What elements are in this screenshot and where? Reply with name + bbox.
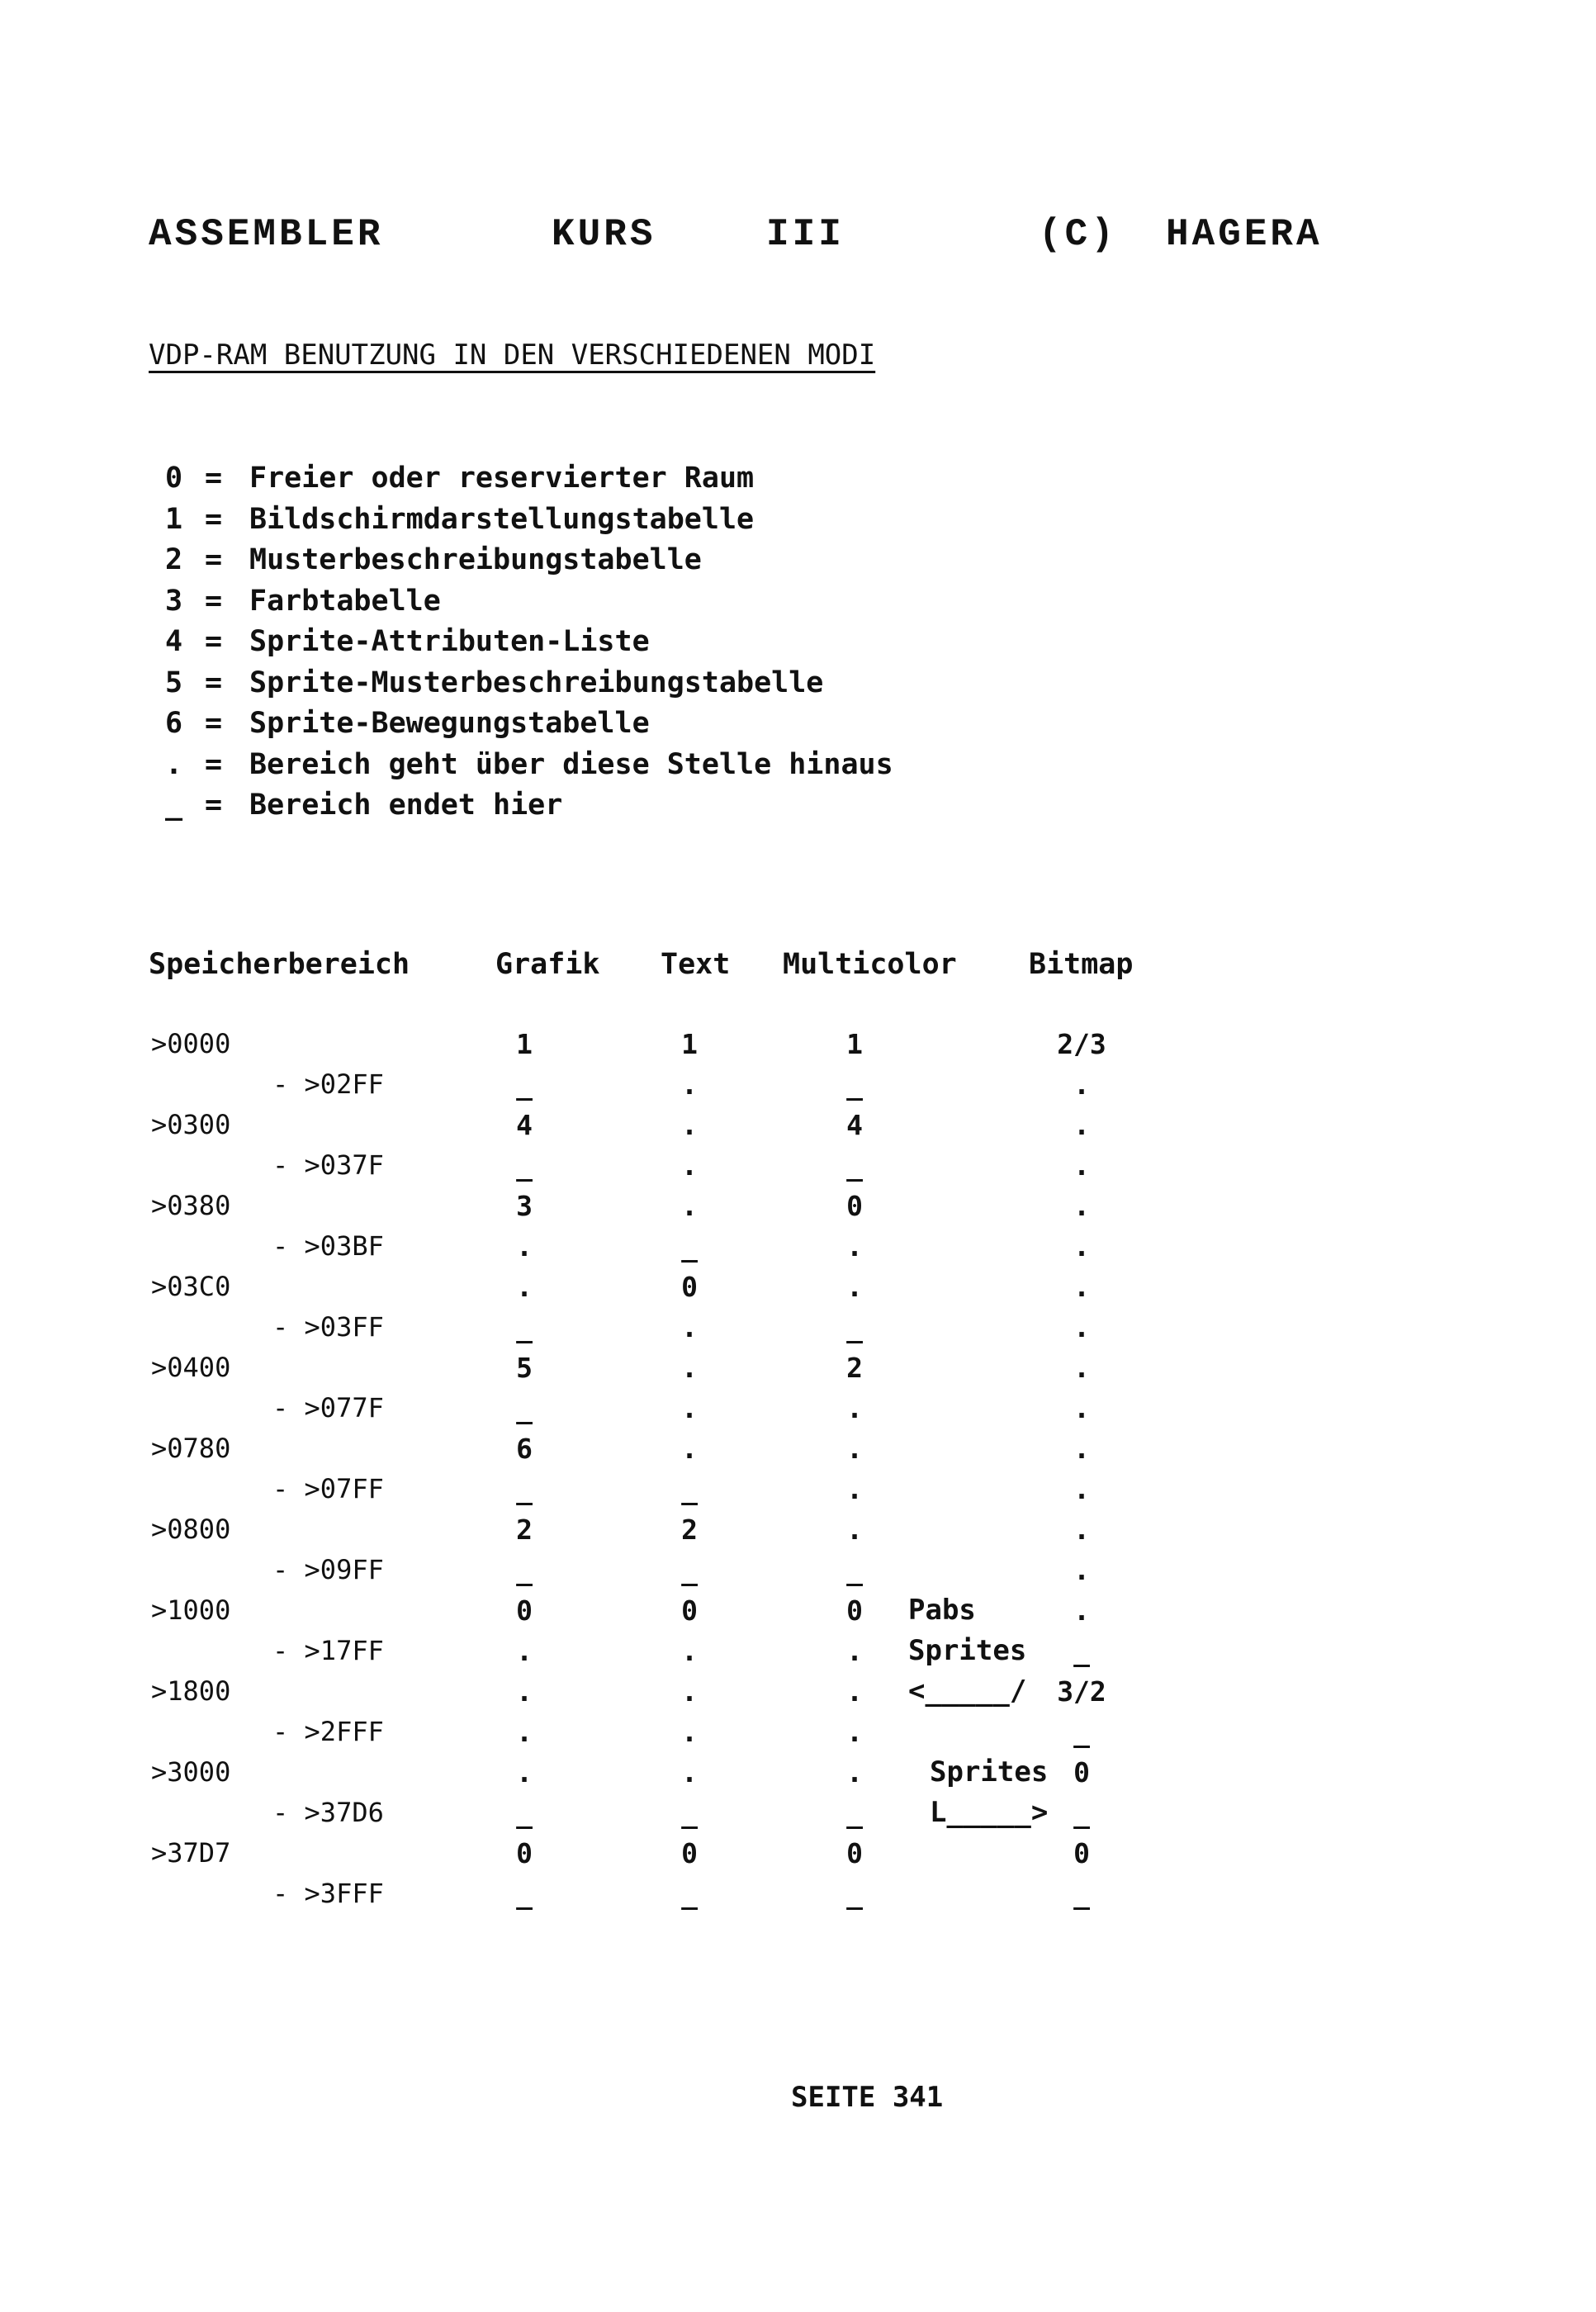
legend-item [165,745,893,786]
cell-text: . [681,1675,698,1708]
row-address: - >09FF [272,1554,384,1585]
legend-text: Bereich geht über diese Stelle hinaus [249,747,893,781]
page-subtitle: VDP-RAM BENUTZUNG IN DEN VERSCHIEDENEN MODI [149,339,876,372]
legend-equals: = [205,462,223,495]
row-address: - >07FF [272,1473,384,1504]
cell-text: _ [681,1554,698,1586]
legend-key: 5 [165,666,183,699]
cell-text: _ [681,1230,698,1263]
cell-grafik: _ [516,1311,533,1343]
cell-bitmap: . [1073,1230,1090,1263]
cell-text: . [681,1756,698,1788]
row-address: >1800 [151,1675,231,1707]
cell-grafik: . [516,1271,533,1303]
cell-bitmap: . [1073,1311,1090,1343]
cell-multicolor: _ [846,1068,863,1101]
legend-key: 0 [165,462,183,495]
cell-bitmap: . [1073,1068,1090,1101]
legend-text: Sprite-Musterbeschreibungstabelle [249,666,824,699]
row-address: >0380 [151,1190,231,1221]
cell-multicolor: _ [846,1878,863,1910]
cell-grafik: _ [516,1149,533,1182]
note-arrow-1: <_____/ [908,1675,1027,1708]
cell-text: 0 [681,1594,698,1627]
cell-text: _ [681,1797,698,1829]
cell-multicolor: _ [846,1797,863,1829]
cell-grafik: _ [516,1554,533,1586]
cell-bitmap: _ [1073,1797,1090,1829]
column-header-grafik: Grafik [495,948,600,981]
legend-equals: = [205,707,223,740]
legend-key: 2 [165,543,183,576]
cell-grafik: 2 [516,1514,533,1546]
cell-text: 1 [681,1028,698,1060]
row-address: >0400 [151,1352,231,1383]
row-address: - >077F [272,1392,384,1424]
legend-text: Farbtabelle [249,584,441,618]
row-address: >03C0 [151,1271,231,1302]
cell-bitmap: . [1073,1433,1090,1465]
row-address: - >03BF [272,1230,384,1262]
cell-bitmap: . [1073,1514,1090,1546]
cell-grafik: _ [516,1797,533,1829]
cell-multicolor: . [846,1473,863,1505]
legend-key: 6 [165,707,183,740]
row-address: >3000 [151,1756,231,1788]
cell-multicolor: _ [846,1554,863,1586]
cell-text: . [681,1109,698,1141]
cell-grafik: _ [516,1878,533,1910]
cell-multicolor: . [846,1514,863,1546]
cell-multicolor: 0 [846,1190,863,1222]
legend-item [165,622,893,663]
cell-grafik: 3 [516,1190,533,1222]
row-address: >37D7 [151,1837,231,1869]
cell-bitmap: 2/3 [1057,1028,1106,1060]
cell-multicolor: . [846,1230,863,1263]
cell-grafik: _ [516,1392,533,1424]
legend-equals: = [205,543,223,576]
row-address: - >17FF [272,1635,384,1666]
header-title-kurs: KURS [552,213,656,256]
cell-text: 2 [681,1514,698,1546]
legend-item [165,500,893,541]
legend-equals: = [205,747,223,781]
cell-grafik: 4 [516,1109,533,1141]
column-header-text: Text [661,948,731,981]
cell-text: _ [681,1473,698,1505]
cell-text: . [681,1149,698,1182]
cell-bitmap: . [1073,1473,1090,1505]
cell-text: 0 [681,1837,698,1869]
legend-item [165,540,893,581]
cell-grafik: 0 [516,1837,533,1869]
cell-bitmap: _ [1073,1635,1090,1667]
row-address: - >37D6 [272,1797,384,1828]
cell-text: . [681,1433,698,1465]
cell-bitmap: 0 [1073,1837,1090,1869]
cell-multicolor: 0 [846,1837,863,1869]
cell-multicolor: 0 [846,1594,863,1627]
cell-bitmap: 3/2 [1057,1675,1106,1708]
cell-multicolor: _ [846,1311,863,1343]
page-number: SEITE 341 [791,2081,944,2114]
cell-grafik: . [516,1756,533,1788]
cell-bitmap: _ [1073,1716,1090,1748]
legend-item [165,785,893,827]
header-copyright: (C) [1039,213,1117,256]
legend-text: Sprite-Attributen-Liste [249,625,650,658]
cell-multicolor: 2 [846,1352,863,1384]
legend-text: Sprite-Bewegungstabelle [249,707,650,740]
cell-grafik: 5 [516,1352,533,1384]
cell-multicolor: 4 [846,1109,863,1141]
note-sprites-1: Sprites [908,1634,1027,1667]
legend-equals: = [205,625,223,658]
legend-text: Freier oder reservierter Raum [249,462,755,495]
row-address: - >3FFF [272,1878,384,1909]
cell-text: . [681,1635,698,1667]
header-title-assembler: ASSEMBLER [149,213,384,256]
legend-text: Musterbeschreibungstabelle [249,543,702,576]
cell-text: . [681,1068,698,1101]
cell-text: . [681,1190,698,1222]
legend-key: 4 [165,625,183,658]
cell-grafik: . [516,1716,533,1748]
legend-text: Bildschirmdarstellungstabelle [249,502,755,536]
row-address: >0800 [151,1514,231,1545]
cell-bitmap: . [1073,1109,1090,1141]
column-header-multicolor: Multicolor [783,948,957,981]
cell-bitmap: . [1073,1190,1090,1222]
legend-equals: = [205,666,223,699]
legend-list [165,458,893,827]
cell-grafik: _ [516,1473,533,1505]
row-address: >0780 [151,1433,231,1464]
cell-grafik: _ [516,1068,533,1101]
cell-multicolor: 1 [846,1028,863,1060]
legend-item [165,663,893,704]
cell-multicolor: . [846,1756,863,1788]
cell-text: . [681,1352,698,1384]
cell-grafik: 0 [516,1594,533,1627]
cell-text: . [681,1716,698,1748]
legend-item [165,581,893,623]
cell-multicolor: . [846,1675,863,1708]
cell-bitmap: . [1073,1594,1090,1627]
cell-bitmap: _ [1073,1878,1090,1910]
row-address: >1000 [151,1594,231,1626]
cell-multicolor: . [846,1433,863,1465]
legend-key: 1 [165,502,183,536]
cell-grafik: . [516,1230,533,1263]
legend-text: Bereich endet hier [249,789,563,822]
cell-grafik: . [516,1635,533,1667]
note-arrow-2: L_____> [930,1796,1049,1829]
cell-grafik: 6 [516,1433,533,1465]
legend-key: . [165,747,183,781]
cell-grafik: 1 [516,1028,533,1060]
legend-equals: = [205,789,223,822]
cell-bitmap: . [1073,1149,1090,1182]
note-pabs: Pabs [908,1594,976,1627]
row-address: - >02FF [272,1068,384,1100]
cell-bitmap: . [1073,1554,1090,1586]
cell-text: . [681,1392,698,1424]
row-address: >0300 [151,1109,231,1140]
legend-item [165,458,893,500]
row-address: - >03FF [272,1311,384,1343]
cell-multicolor: . [846,1392,863,1424]
cell-bitmap: 0 [1073,1756,1090,1788]
cell-bitmap: . [1073,1352,1090,1384]
row-address: - >037F [272,1149,384,1181]
header-author: HAGERA [1166,213,1323,256]
cell-bitmap: . [1073,1271,1090,1303]
cell-grafik: . [516,1675,533,1708]
legend-item [165,704,893,745]
legend-key: 3 [165,584,183,618]
cell-multicolor: . [846,1716,863,1748]
cell-bitmap: . [1073,1392,1090,1424]
legend-key: _ [165,789,183,822]
cell-multicolor: _ [846,1149,863,1182]
column-header-bitmap: Bitmap [1029,948,1134,981]
cell-text: _ [681,1878,698,1910]
cell-multicolor: . [846,1635,863,1667]
legend-equals: = [205,502,223,536]
note-sprites-2: Sprites [930,1755,1049,1788]
legend-equals: = [205,584,223,618]
row-address: - >2FFF [272,1716,384,1747]
header-title-numeral: III [766,213,845,256]
column-header-speicherbereich: Speicherbereich [149,948,410,981]
row-address: >0000 [151,1028,231,1059]
cell-text: . [681,1311,698,1343]
cell-text: 0 [681,1271,698,1303]
cell-multicolor: . [846,1271,863,1303]
